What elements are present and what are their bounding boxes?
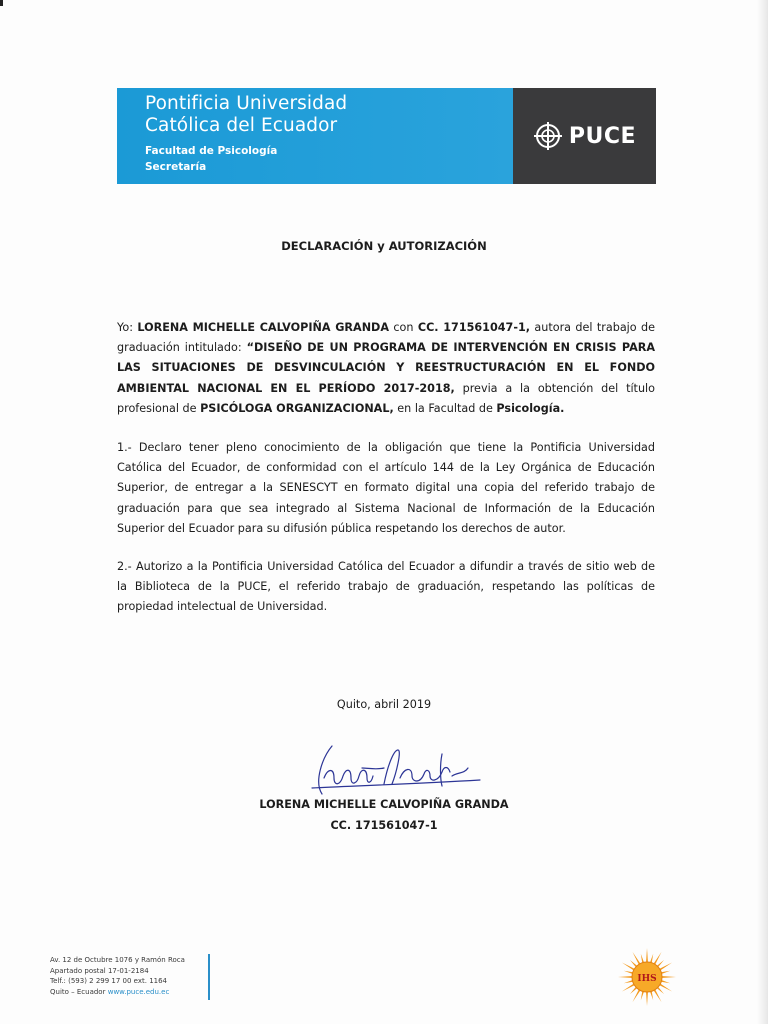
footer-address-line1: Av. 12 de Octubre 1076 y Ramón Roca <box>50 956 185 964</box>
footer-divider <box>208 954 210 1000</box>
place-and-date: Quito, abril 2019 <box>336 698 432 711</box>
university-name-line1: Pontificia Universidad <box>145 93 348 114</box>
document-title: DECLARACIÓN y AUTORIZACIÓN <box>281 239 487 253</box>
footer-city: Quito – Ecuador <box>50 987 106 996</box>
faculty-name: Facultad de Psicología <box>145 145 278 157</box>
intro-text-4: previa a la obtención del título profesional de <box>117 381 655 415</box>
footer-address-line2: Apartado postal 17-01-2184 <box>50 966 149 975</box>
author-id: CC. 171561047-1, <box>417 321 531 334</box>
intro-text-3: autora del trabajo de graduación intitulado: <box>117 321 656 355</box>
seal-ray <box>661 976 676 978</box>
footer-address-line4 <box>50 987 210 998</box>
office-name: Secretaría <box>145 161 207 173</box>
intro-paragraph <box>117 318 655 419</box>
puce-crosshair-icon <box>533 121 563 151</box>
signatory-id: CC. 171561047-1 <box>330 819 438 832</box>
declaration-point-1: 1.- Declaro tener pleno conocimiento de la obligación que tiene la Pontificia Universidad Católica del Ecuador, de conformidad con el artículo 144 de la Ley Orgánica de Educación Superior, de entregar a la SENESCYT en formato digital una copia del referido trabajo de graduación para que sea integrado al Sistema Nacional de Información de la Educación Superior del Ecuador para su difusión pública respetando los derechos de autor. <box>117 441 655 535</box>
seal-ray <box>646 948 648 963</box>
scan-page-edge <box>757 0 768 1024</box>
puce-logo-text: PUCE <box>568 123 637 149</box>
faculty-reference: Psicología. <box>496 401 565 415</box>
authorization-point-2: 2.- Autorizo a la Pontificia Universidad Católica del Ecuador a difundir a través de sitio web de la Biblioteca de la PUCE, el referido trabajo de graduación, respetando las políticas de propiedad intelectual de Universidad. <box>117 560 655 614</box>
seal-monogram: IHS <box>637 974 657 984</box>
university-name-line2: Católica del Ecuador <box>145 115 338 136</box>
footer-address-line3: Telf.: (593) 2 299 17 00 ext. 1164 <box>50 977 168 985</box>
footer-website-link[interactable]: www.puce.edu.ec <box>107 987 170 996</box>
author-name: LORENA MICHELLE CALVOPIÑA GRANDA <box>137 321 390 334</box>
footer-address <box>50 955 210 997</box>
header-banner <box>117 88 656 184</box>
banner-logo-block <box>513 88 656 184</box>
degree-name: PSICÓLOGA ORGANIZACIONAL, <box>200 401 394 415</box>
intro-text-2: con <box>389 321 418 334</box>
jesuit-seal-icon <box>616 946 678 1008</box>
scan-artifact <box>0 0 3 6</box>
seal-ray <box>618 976 633 978</box>
intro-text-5: en la Facultad de <box>393 401 497 415</box>
banner-university-block <box>117 88 513 184</box>
signatory-name: LORENA MICHELLE CALVOPIÑA GRANDA <box>259 798 509 811</box>
thesis-title: “DISEÑO DE UN PROGRAMA DE INTERVENCIÓN EN CRISIS PARA LAS SITUACIONES DE DESVINCULACIÓN Y REESTRUCTURACIÓN EN EL FONDO AMBIENTAL NACIONAL EN EL PERÍODO 2017-2018, <box>117 341 655 395</box>
seal-ray <box>646 991 648 1006</box>
intro-text-1: Yo: <box>117 321 138 334</box>
